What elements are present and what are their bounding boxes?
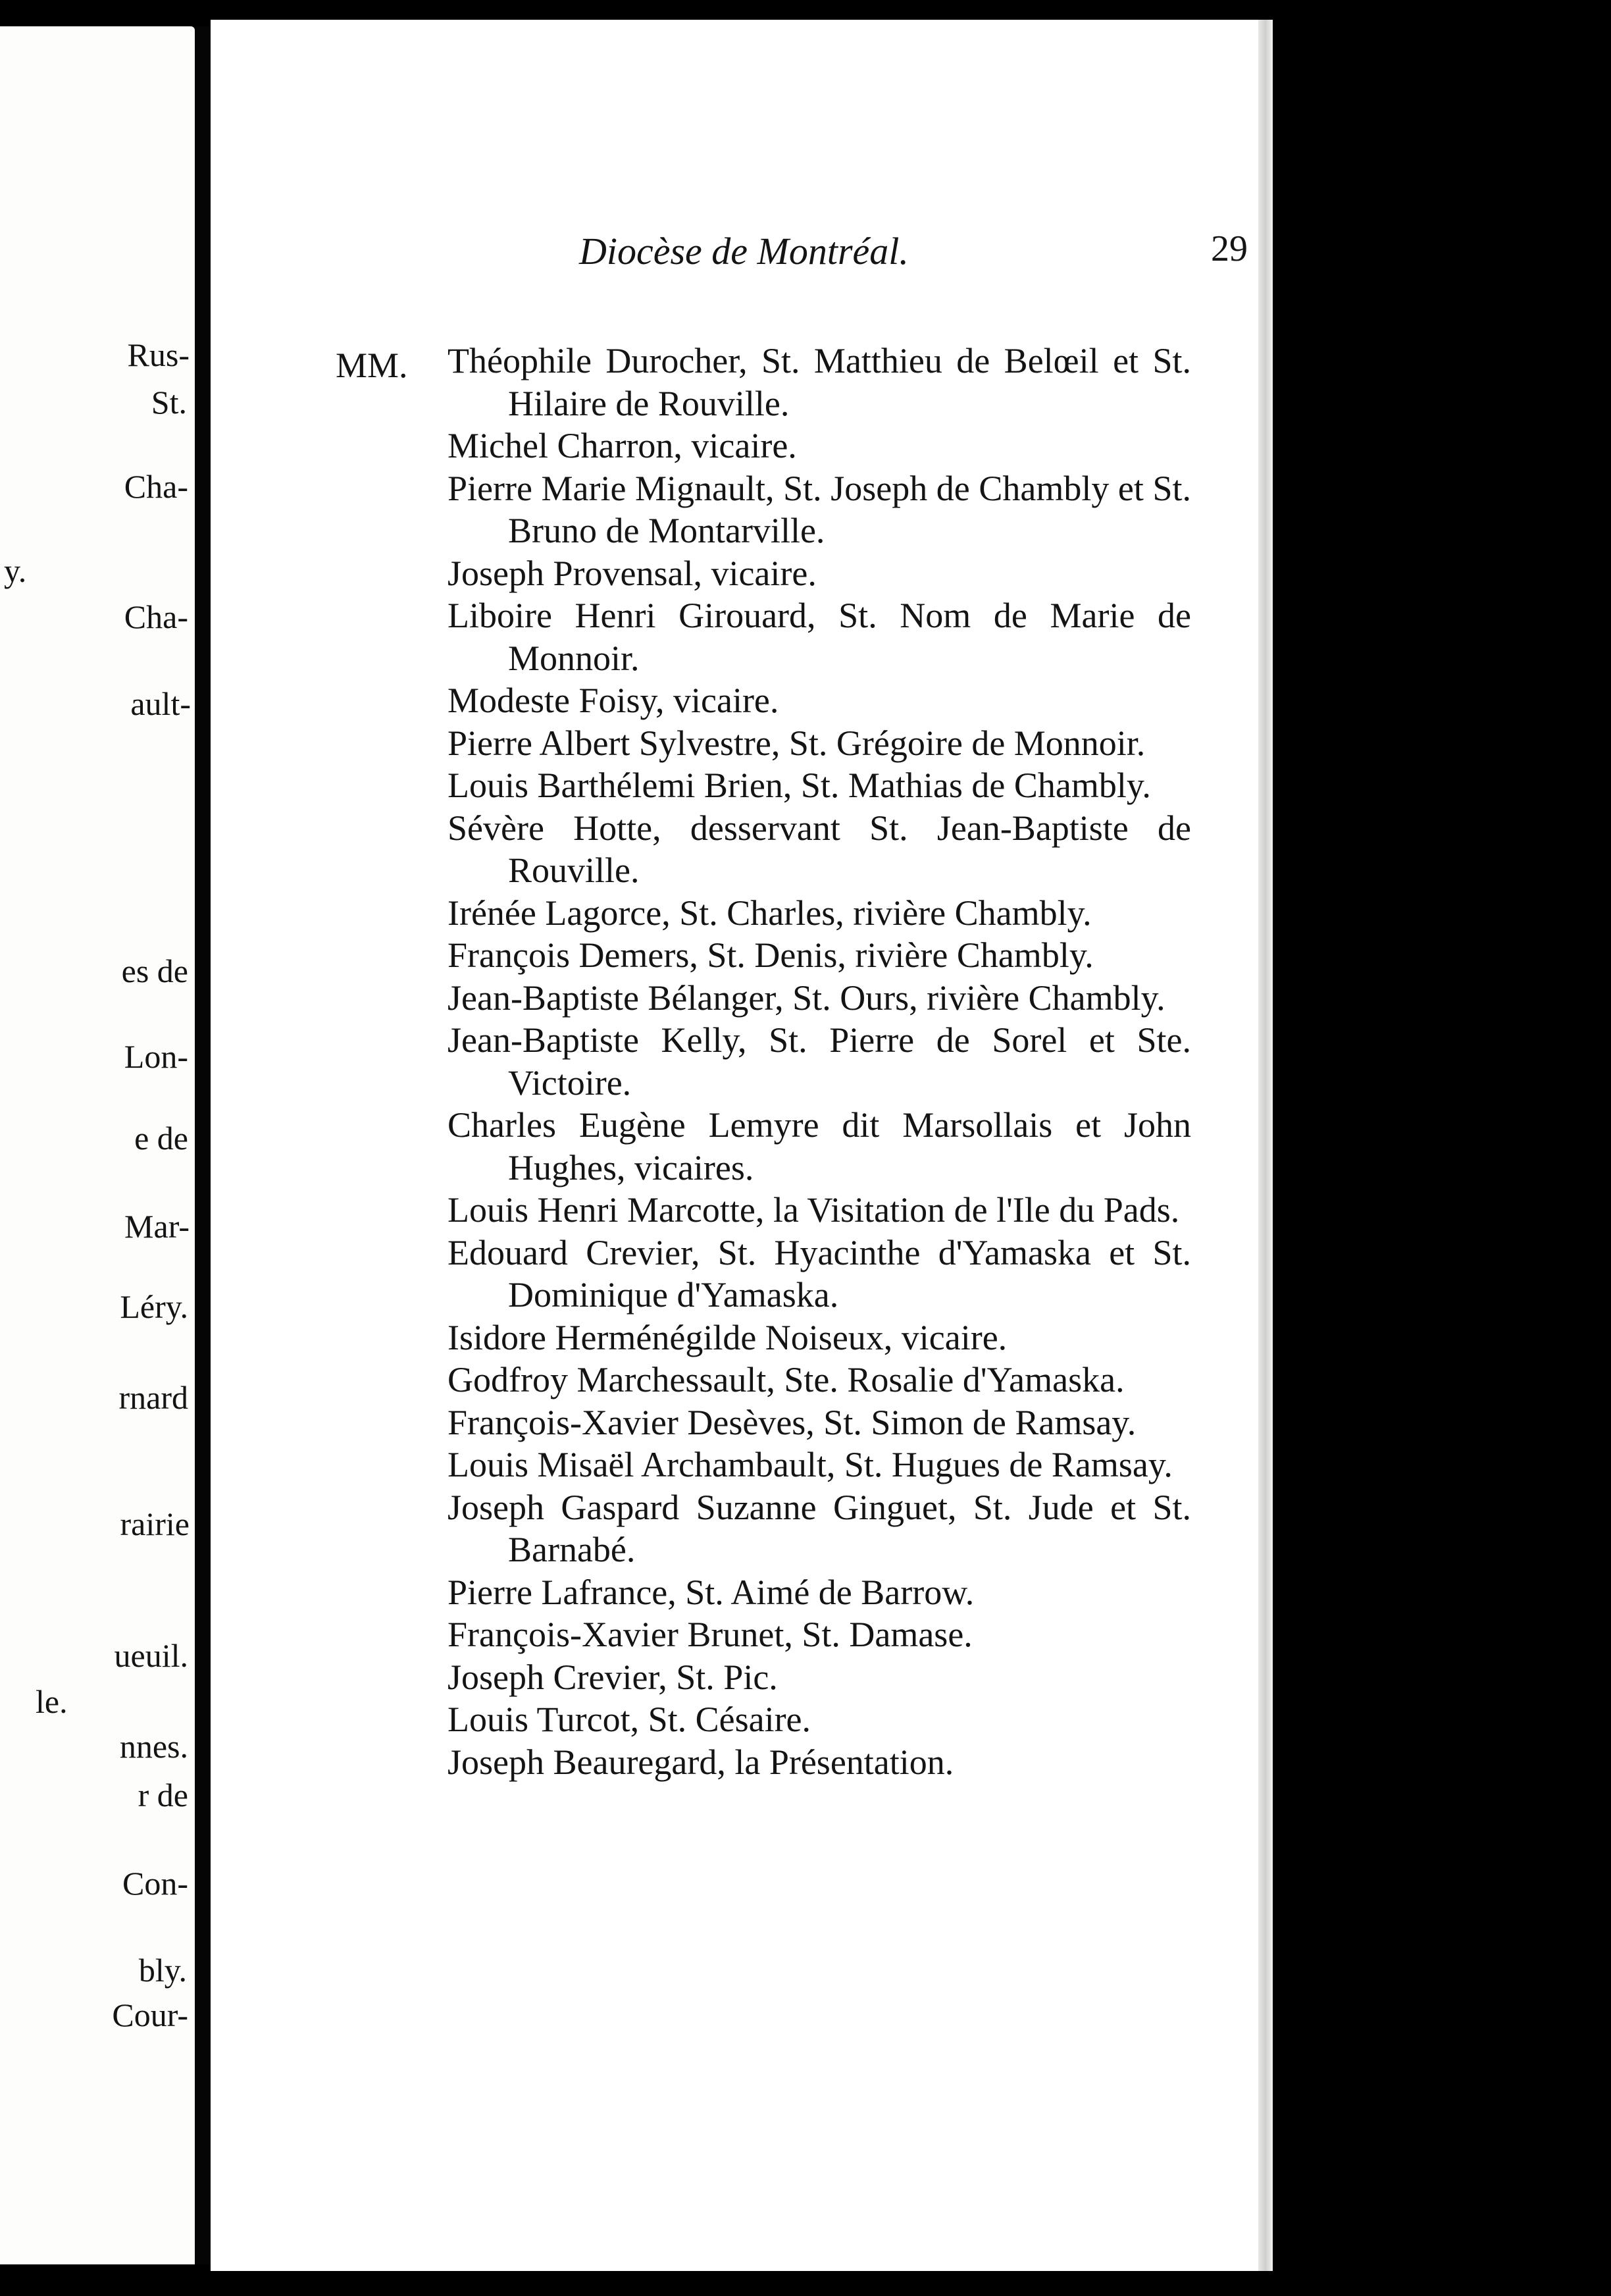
page-edge xyxy=(1258,20,1273,2271)
running-head: Diocèse de Montréal. xyxy=(579,230,909,273)
left-page-fragment: bly. xyxy=(138,1952,187,1989)
left-page-fragment: Lon- xyxy=(124,1038,188,1075)
left-page-fragment: e de xyxy=(134,1120,188,1157)
list-item: Joseph Gaspard Suzanne Ginguet, St. Jude et St. Barnabé. xyxy=(448,1487,1191,1569)
list-item: Jean-Baptiste Bélanger, St. Ours, rivière Chambly. xyxy=(448,978,1165,1018)
left-page-fragment: St. xyxy=(151,384,187,421)
list-item: Louis Barthélemi Brien, St. Mathias de Chambly. xyxy=(448,766,1151,805)
list-item: Louis Henri Marcotte, la Visitation de l'Ile du Pads. xyxy=(448,1190,1180,1230)
list-item: Modeste Foisy, vicaire. xyxy=(448,681,779,720)
left-page-fragment: ault- xyxy=(130,685,191,722)
list-item: François-Xavier Desèves, St. Simon de Ramsay. xyxy=(448,1402,1137,1442)
left-page-fragment: Léry. xyxy=(120,1288,188,1325)
list-item: Joseph Beauregard, la Présentation. xyxy=(448,1742,954,1782)
left-page-fragment: nnes. xyxy=(119,1728,188,1765)
clergy-list xyxy=(448,340,1191,1783)
list-item: Sévère Hotte, desservant St. Jean-Baptiste de Rouville. xyxy=(448,808,1191,890)
book-gutter xyxy=(195,26,211,2264)
honorific-label: MM. xyxy=(336,346,408,385)
left-page xyxy=(0,26,195,2264)
left-page-fragment: Cha- xyxy=(124,468,188,505)
list-item: Edouard Crevier, St. Hyacinthe d'Yamaska et St. Dominique d'Yamaska. xyxy=(448,1232,1191,1315)
list-item: François-Xavier Brunet, St. Damase. xyxy=(448,1615,973,1654)
book-page xyxy=(211,20,1258,2271)
list-item: Jean-Baptiste Kelly, St. Pierre de Sorel et Ste. Victoire. xyxy=(448,1020,1191,1103)
list-item: Godfroy Marchessault, Ste. Rosalie d'Yamaska. xyxy=(448,1360,1125,1399)
list-item: Théophile Durocher, St. Matthieu de Belœil et St. Hilaire de Rouville. xyxy=(448,341,1191,423)
list-item: Joseph Provensal, vicaire. xyxy=(448,553,817,593)
left-page-fragment: Rus- xyxy=(127,336,190,373)
left-page-fragment: es de xyxy=(121,952,188,989)
left-page-fragment: rnard xyxy=(118,1379,188,1416)
left-page-fragment: Con- xyxy=(122,1865,188,1902)
left-page-fragment: r de xyxy=(138,1777,188,1813)
page-number: 29 xyxy=(1211,228,1248,269)
list-item: Joseph Crevier, St. Pic. xyxy=(448,1657,778,1697)
list-item: Michel Charron, vicaire. xyxy=(448,426,797,465)
left-page-fragment: Cha- xyxy=(124,598,188,635)
left-page-fragment: Cour- xyxy=(112,1996,188,2033)
list-item: Louis Misaël Archambault, St. Hugues de Ramsay. xyxy=(448,1445,1173,1484)
list-item: Louis Turcot, St. Césaire. xyxy=(448,1700,811,1739)
left-page-fragment: rairie xyxy=(120,1505,190,1542)
list-item: Isidore Herménégilde Noiseux, vicaire. xyxy=(448,1317,1008,1357)
left-page-fragment: y. xyxy=(4,552,27,589)
list-item: Pierre Lafrance, St. Aimé de Barrow. xyxy=(448,1572,975,1612)
left-page-fragment: le. xyxy=(36,1683,68,1720)
left-page-fragment: ueuil. xyxy=(114,1637,188,1674)
list-item: Charles Eugène Lemyre dit Marsollais et John Hughes, vicaires. xyxy=(448,1105,1191,1187)
list-item: Pierre Marie Mignault, St. Joseph de Chambly et St. Bruno de Montarville. xyxy=(448,468,1191,550)
left-page-fragment: Mar- xyxy=(124,1208,190,1245)
list-item: François Demers, St. Denis, rivière Chambly. xyxy=(448,935,1094,975)
list-item: Irénée Lagorce, St. Charles, rivière Chambly. xyxy=(448,893,1092,933)
list-item: Liboire Henri Girouard, St. Nom de Marie de Monnoir. xyxy=(448,596,1191,678)
list-item: Pierre Albert Sylvestre, St. Grégoire de Monnoir. xyxy=(448,723,1146,763)
